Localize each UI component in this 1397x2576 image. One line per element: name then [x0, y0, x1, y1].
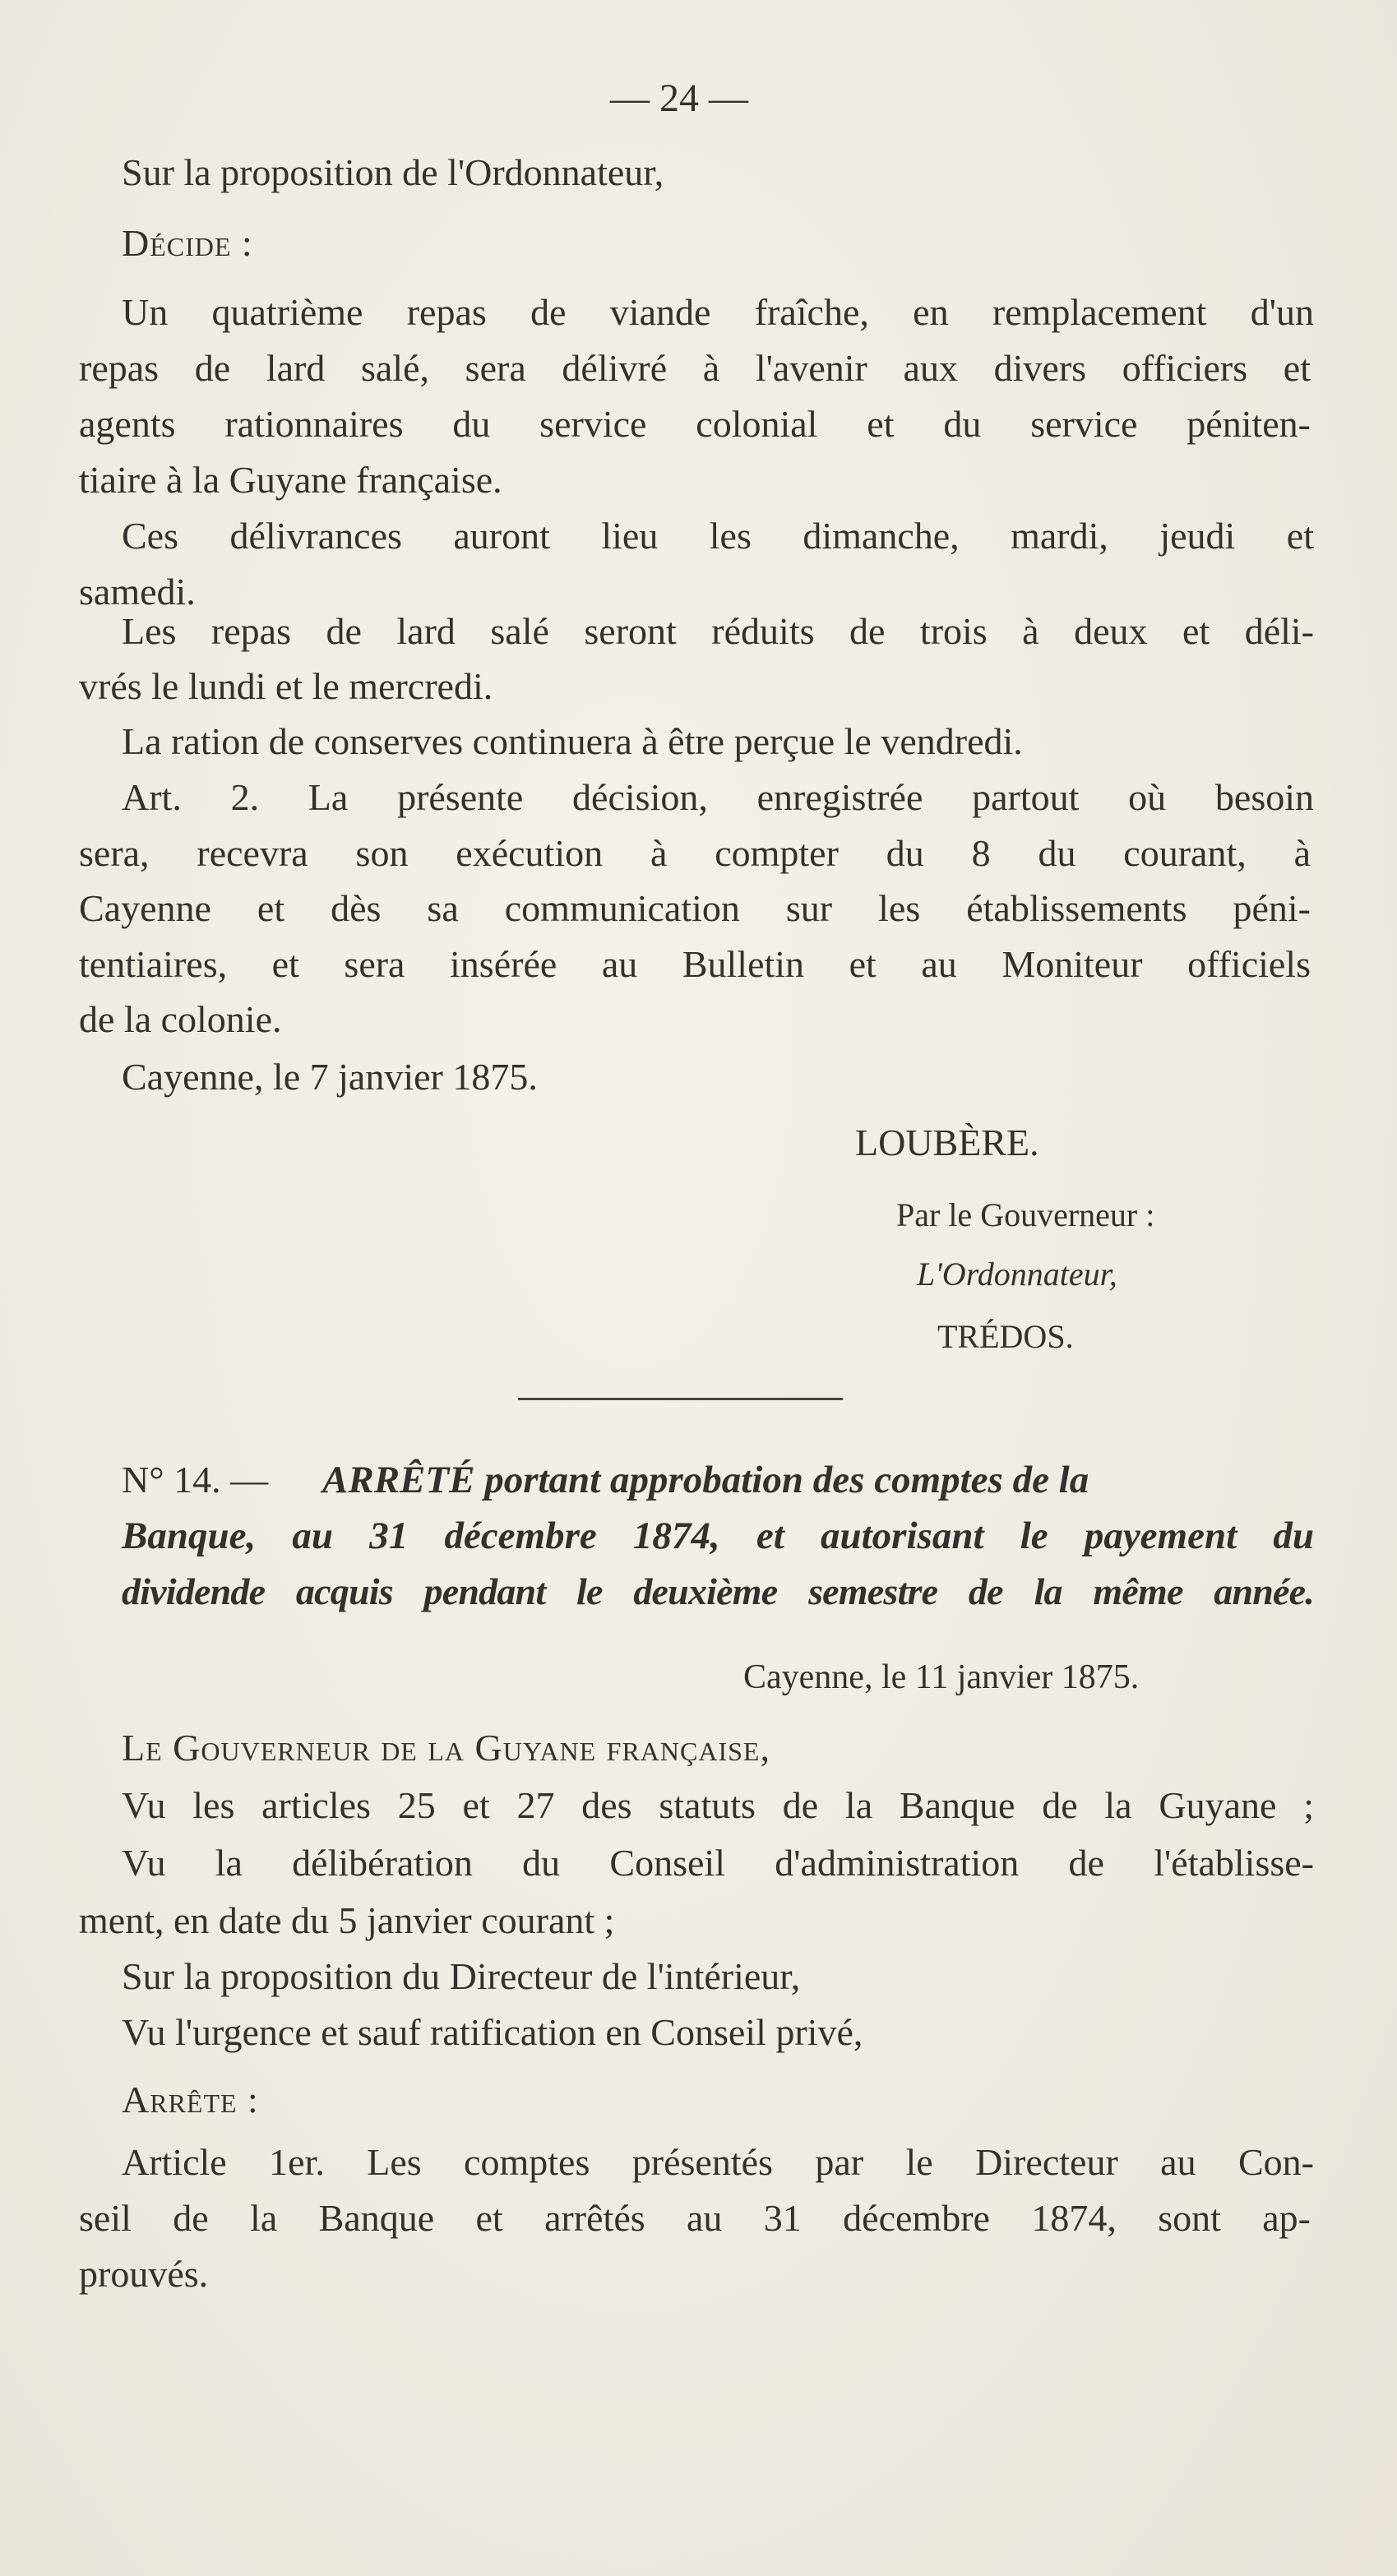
article2-line-1: Art. 2. La présente décision, enregistrée partout où besoin	[122, 776, 1314, 818]
paragraph3-line-2: vrés le lundi et le mercredi.	[79, 665, 493, 707]
decide-label: Décide :	[122, 222, 253, 264]
paragraph1-line-1: Un quatrième repas de viande fraîche, en remplacement d'un	[122, 291, 1314, 333]
arrete-label: Arrête :	[122, 2079, 259, 2120]
article2-line-4: tentiaires, et sera insérée au Bulletin et au Moniteur officiels	[79, 943, 1311, 985]
considerant-line-2: Vu la délibération du Conseil d'administration de l'établisse-	[122, 1842, 1314, 1884]
paragraph3-line-1: Les repas de lard salé seront réduits de trois à deux et déli-	[122, 610, 1314, 652]
paragraph2-line-1: Ces délivrances auront lieu les dimanche, mardi, jeudi et	[122, 515, 1314, 557]
signature-name: LOUBÈRE.	[855, 1122, 1039, 1163]
paragraph1-line-3: agents rationnaires du service colonial et du service péniten-	[79, 403, 1311, 445]
article1-line-3: prouvés.	[79, 2253, 209, 2295]
paragraph1-line-4: tiaire à la Guyane française.	[79, 459, 502, 501]
page-number: — 24 —	[610, 76, 748, 120]
signature-role: L'Ordonnateur,	[917, 1256, 1117, 1293]
paragraph1-line-2: repas de lard salé, sera délivré à l'avenir aux divers officiers et	[79, 347, 1311, 389]
arrete-heading-title-line-1: ARRÊTÉ portant approbation des comptes de la	[322, 1459, 1089, 1501]
article2-line-3: Cayenne et dès sa communication sur les établissements péni-	[79, 887, 1311, 929]
decision-place-date: Cayenne, le 7 janvier 1875.	[122, 1056, 538, 1098]
paragraph4-line-1: La ration de conserves continuera à être perçue le vendredi.	[122, 720, 1023, 762]
arrete-heading-title-line-3: dividende acquis pendant le deuxième semestre de la même année.	[122, 1570, 1314, 1612]
paragraph2-line-2: samedi.	[79, 571, 196, 613]
considerant-line-5: Vu l'urgence et sauf ratification en Conseil privé,	[122, 2011, 863, 2053]
article2-line-5: de la colonie.	[79, 998, 282, 1040]
arrete-governor-line: Le Gouverneur de la Guyane française,	[122, 1727, 770, 1769]
article1-line-1: Article 1er. Les comptes présentés par le Directeur au Con-	[122, 2141, 1314, 2183]
considerant-line-1: Vu les articles 25 et 27 des statuts de la Banque de la Guyane ;	[122, 1784, 1314, 1826]
decision-intro: Sur la proposition de l'Ordonnateur,	[122, 151, 664, 193]
arrete-heading-title-line-2: Banque, au 31 décembre 1874, et autorisant le payement du	[122, 1515, 1314, 1557]
arrete-place-date: Cayenne, le 11 janvier 1875.	[743, 1658, 1140, 1696]
signature-name-2: TRÉDOS.	[937, 1318, 1074, 1355]
considerant-line-4: Sur la proposition du Directeur de l'intérieur,	[122, 1955, 801, 1997]
section-divider	[518, 1398, 843, 1400]
considerant-line-3: ment, en date du 5 janvier courant ;	[79, 1899, 615, 1941]
signature-by: Par le Gouverneur :	[896, 1196, 1155, 1233]
article1-line-2: seil de la Banque et arrêtés au 31 décembre 1874, sont ap-	[79, 2197, 1311, 2239]
article2-line-2: sera, recevra son exécution à compter du 8 du courant, à	[79, 832, 1311, 874]
arrete-heading-number: N° 14. —	[122, 1459, 269, 1501]
